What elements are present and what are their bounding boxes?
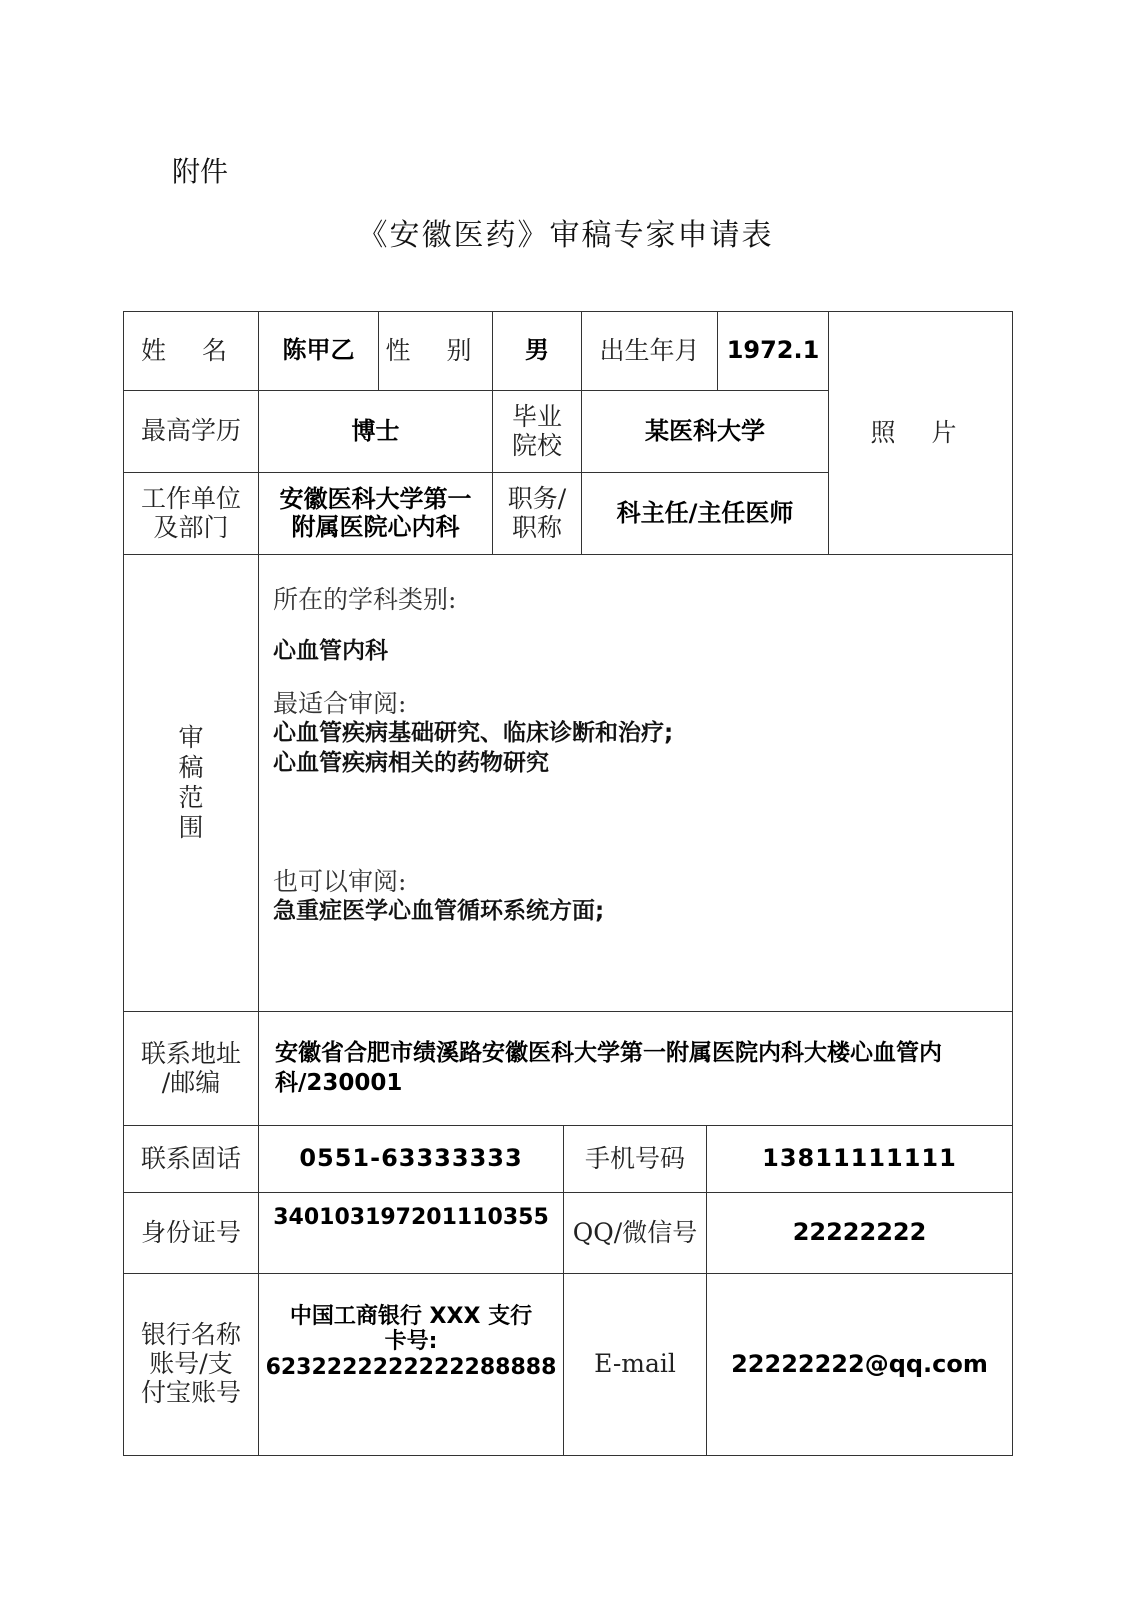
unit-label: 工作单位 及部门 [123,472,259,555]
id-label: 身份证号 [123,1192,259,1274]
education-label: 最高学历 [123,390,259,473]
scope-content [258,554,1013,1012]
scope-label-char: 围 [178,813,204,842]
gender-value: 男 [492,311,582,391]
position-value: 科主任/主任医师 [581,472,829,555]
name-value: 陈甲乙 [258,311,379,391]
scope-label [123,554,259,1012]
scope-category-heading: 所在的学科类别: [273,585,457,614]
scope-label-char: 稿 [178,753,204,782]
position-label: 职务/ 职称 [492,472,582,555]
birth-value: 1972.1 [717,311,829,391]
qq-label: QQ/微信号 [563,1192,707,1274]
scope-label-char: 范 [178,783,204,812]
qq-value: 22222222 [706,1192,1013,1274]
phone-value: 0551-63333333 [258,1125,564,1193]
mobile-label: 手机号码 [563,1125,707,1193]
scope-also-heading: 也可以审阅: [273,866,407,896]
gender-label: 性 别 [378,311,493,391]
birth-label: 出生年月 [581,311,718,391]
education-value: 博士 [258,390,493,473]
attachment-label: 附件 [172,155,229,188]
scope-category-value: 心血管内科 [273,638,388,664]
unit-value: 安徽医科大学第一 附属医院心内科 [258,472,493,555]
email-value: 22222222@qq.com [706,1273,1013,1456]
school-value: 某医科大学 [581,390,829,473]
email-label: E-mail [563,1273,707,1456]
mobile-value: 13811111111 [706,1125,1013,1193]
address-label: 联系地址 /邮编 [123,1011,259,1126]
scope-also-value: 急重症医学心血管循环系统方面; [273,897,605,924]
bank-label: 银行名称 账号/支 付宝账号 [123,1273,259,1456]
scope-best-heading: 最适合审阅: [273,688,407,718]
id-value: 340103197201110355 [258,1192,564,1274]
address-value: 安徽省合肥市绩溪路安徽医科大学第一附属医院内科大楼心血管内科/230001 [258,1011,1013,1126]
application-form [123,311,1013,1456]
phone-label: 联系固话 [123,1125,259,1193]
scope-label-char: 审 [178,723,204,752]
form-title: 《安徽医药》审稿专家申请表 [357,218,774,253]
photo-cell: 照 片 [828,311,1013,555]
scope-best-value: 心血管疾病基础研究、临床诊断和治疗; 心血管疾病相关的药物研究 [273,719,674,776]
bank-value: 中国工商银行 XXX 支行 卡号: 6232222222222288888 [258,1273,564,1456]
name-label: 姓 名 [123,311,259,391]
school-label: 毕业 院校 [492,390,582,473]
